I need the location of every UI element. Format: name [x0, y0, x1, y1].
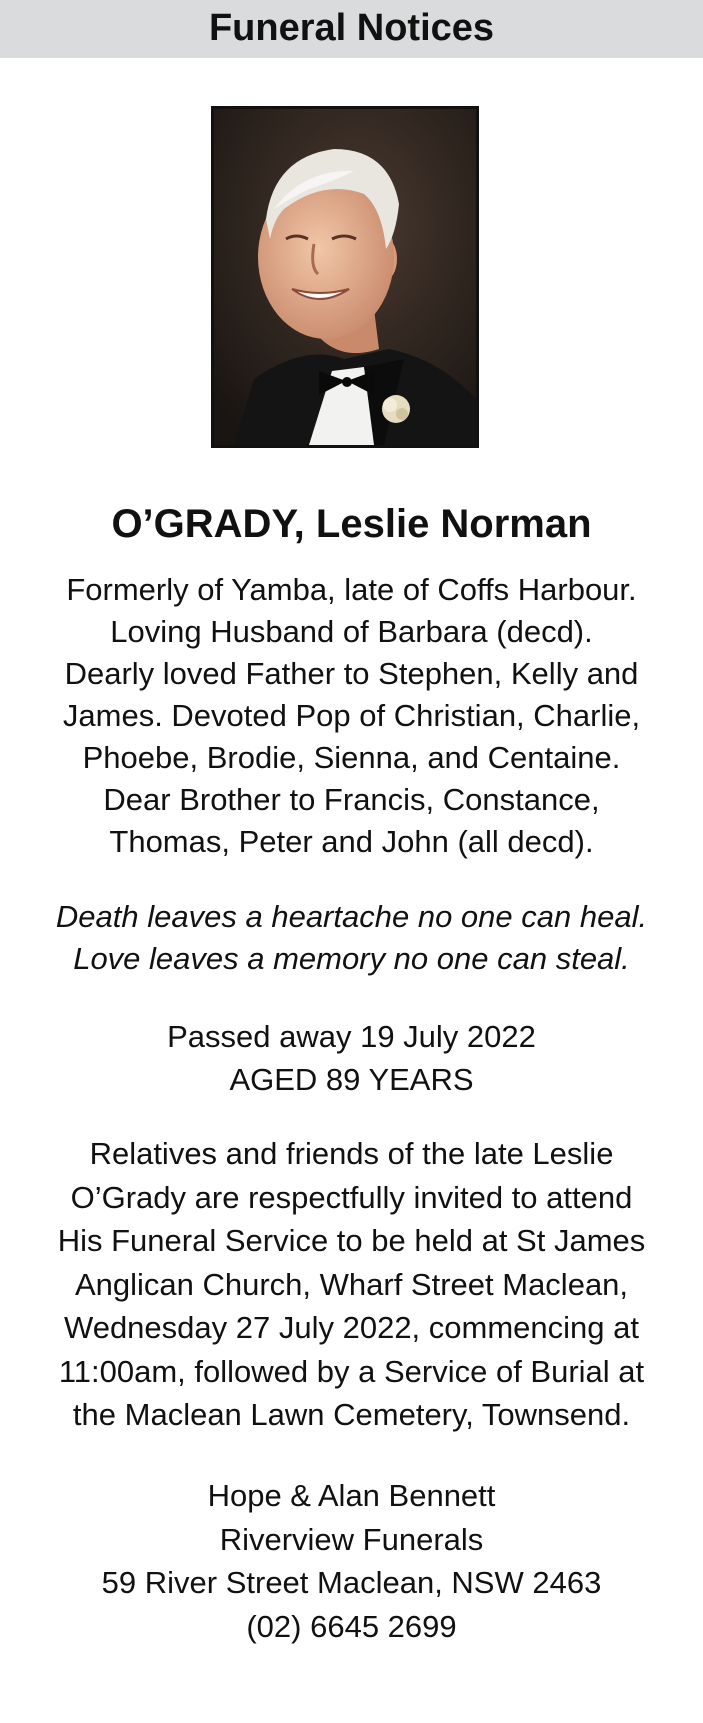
deceased-name-block	[0, 499, 703, 549]
verse-paragraph	[0, 896, 703, 980]
service-paragraph	[0, 1132, 703, 1437]
service-line: Relatives and friends of the late Leslie	[89, 1136, 614, 1171]
family-line: Loving Husband of Barbara (decd).	[110, 614, 593, 649]
service-line: the Maclean Lawn Cemetery, Townsend.	[72, 1397, 631, 1432]
passed-away-paragraph	[0, 1015, 703, 1101]
family-paragraph	[0, 569, 703, 863]
portrait-photo	[211, 106, 479, 448]
family-line: Phoebe, Brodie, Sienna, and Centaine.	[82, 740, 621, 775]
director-address: 59 River Street Maclean, NSW 2463	[101, 1565, 602, 1600]
verse-line: Love leaves a memory no one can steal.	[73, 941, 630, 976]
director-phone: (02) 6645 2699	[246, 1608, 457, 1644]
age-line: AGED 89 YEARS	[229, 1062, 474, 1097]
family-line: Dear Brother to Francis, Constance,	[103, 782, 600, 817]
header-bar	[0, 0, 703, 58]
deceased-name: O’GRADY, Leslie Norman	[111, 502, 592, 546]
service-line: O’Grady are respectfully invited to attend	[70, 1179, 633, 1215]
service-line: 11:00am, followed by a Service of Burial at	[58, 1353, 645, 1389]
funeral-director-block	[0, 1474, 703, 1648]
page-title: Funeral Notices	[208, 7, 495, 49]
service-line: Wednesday 27 July 2022, commencing at	[64, 1310, 639, 1345]
service-line: His Funeral Service to be held at St James	[57, 1223, 646, 1258]
director-names: Hope & Alan Bennett	[207, 1478, 496, 1513]
family-line: Dearly loved Father to Stephen, Kelly and	[64, 656, 639, 691]
director-business: Riverview Funerals	[219, 1521, 484, 1557]
family-line: James. Devoted Pop of Christian, Charlie,	[62, 698, 641, 733]
service-line: Anglican Church, Wharf Street Maclean,	[74, 1266, 629, 1302]
family-line: Thomas, Peter and John (all decd).	[109, 824, 594, 859]
verse-line: Death leaves a heartache no one can heal.	[55, 899, 648, 934]
passed-away-date: Passed away 19 July 2022	[167, 1019, 536, 1054]
family-line: Formerly of Yamba, late of Coffs Harbour.	[66, 572, 637, 607]
